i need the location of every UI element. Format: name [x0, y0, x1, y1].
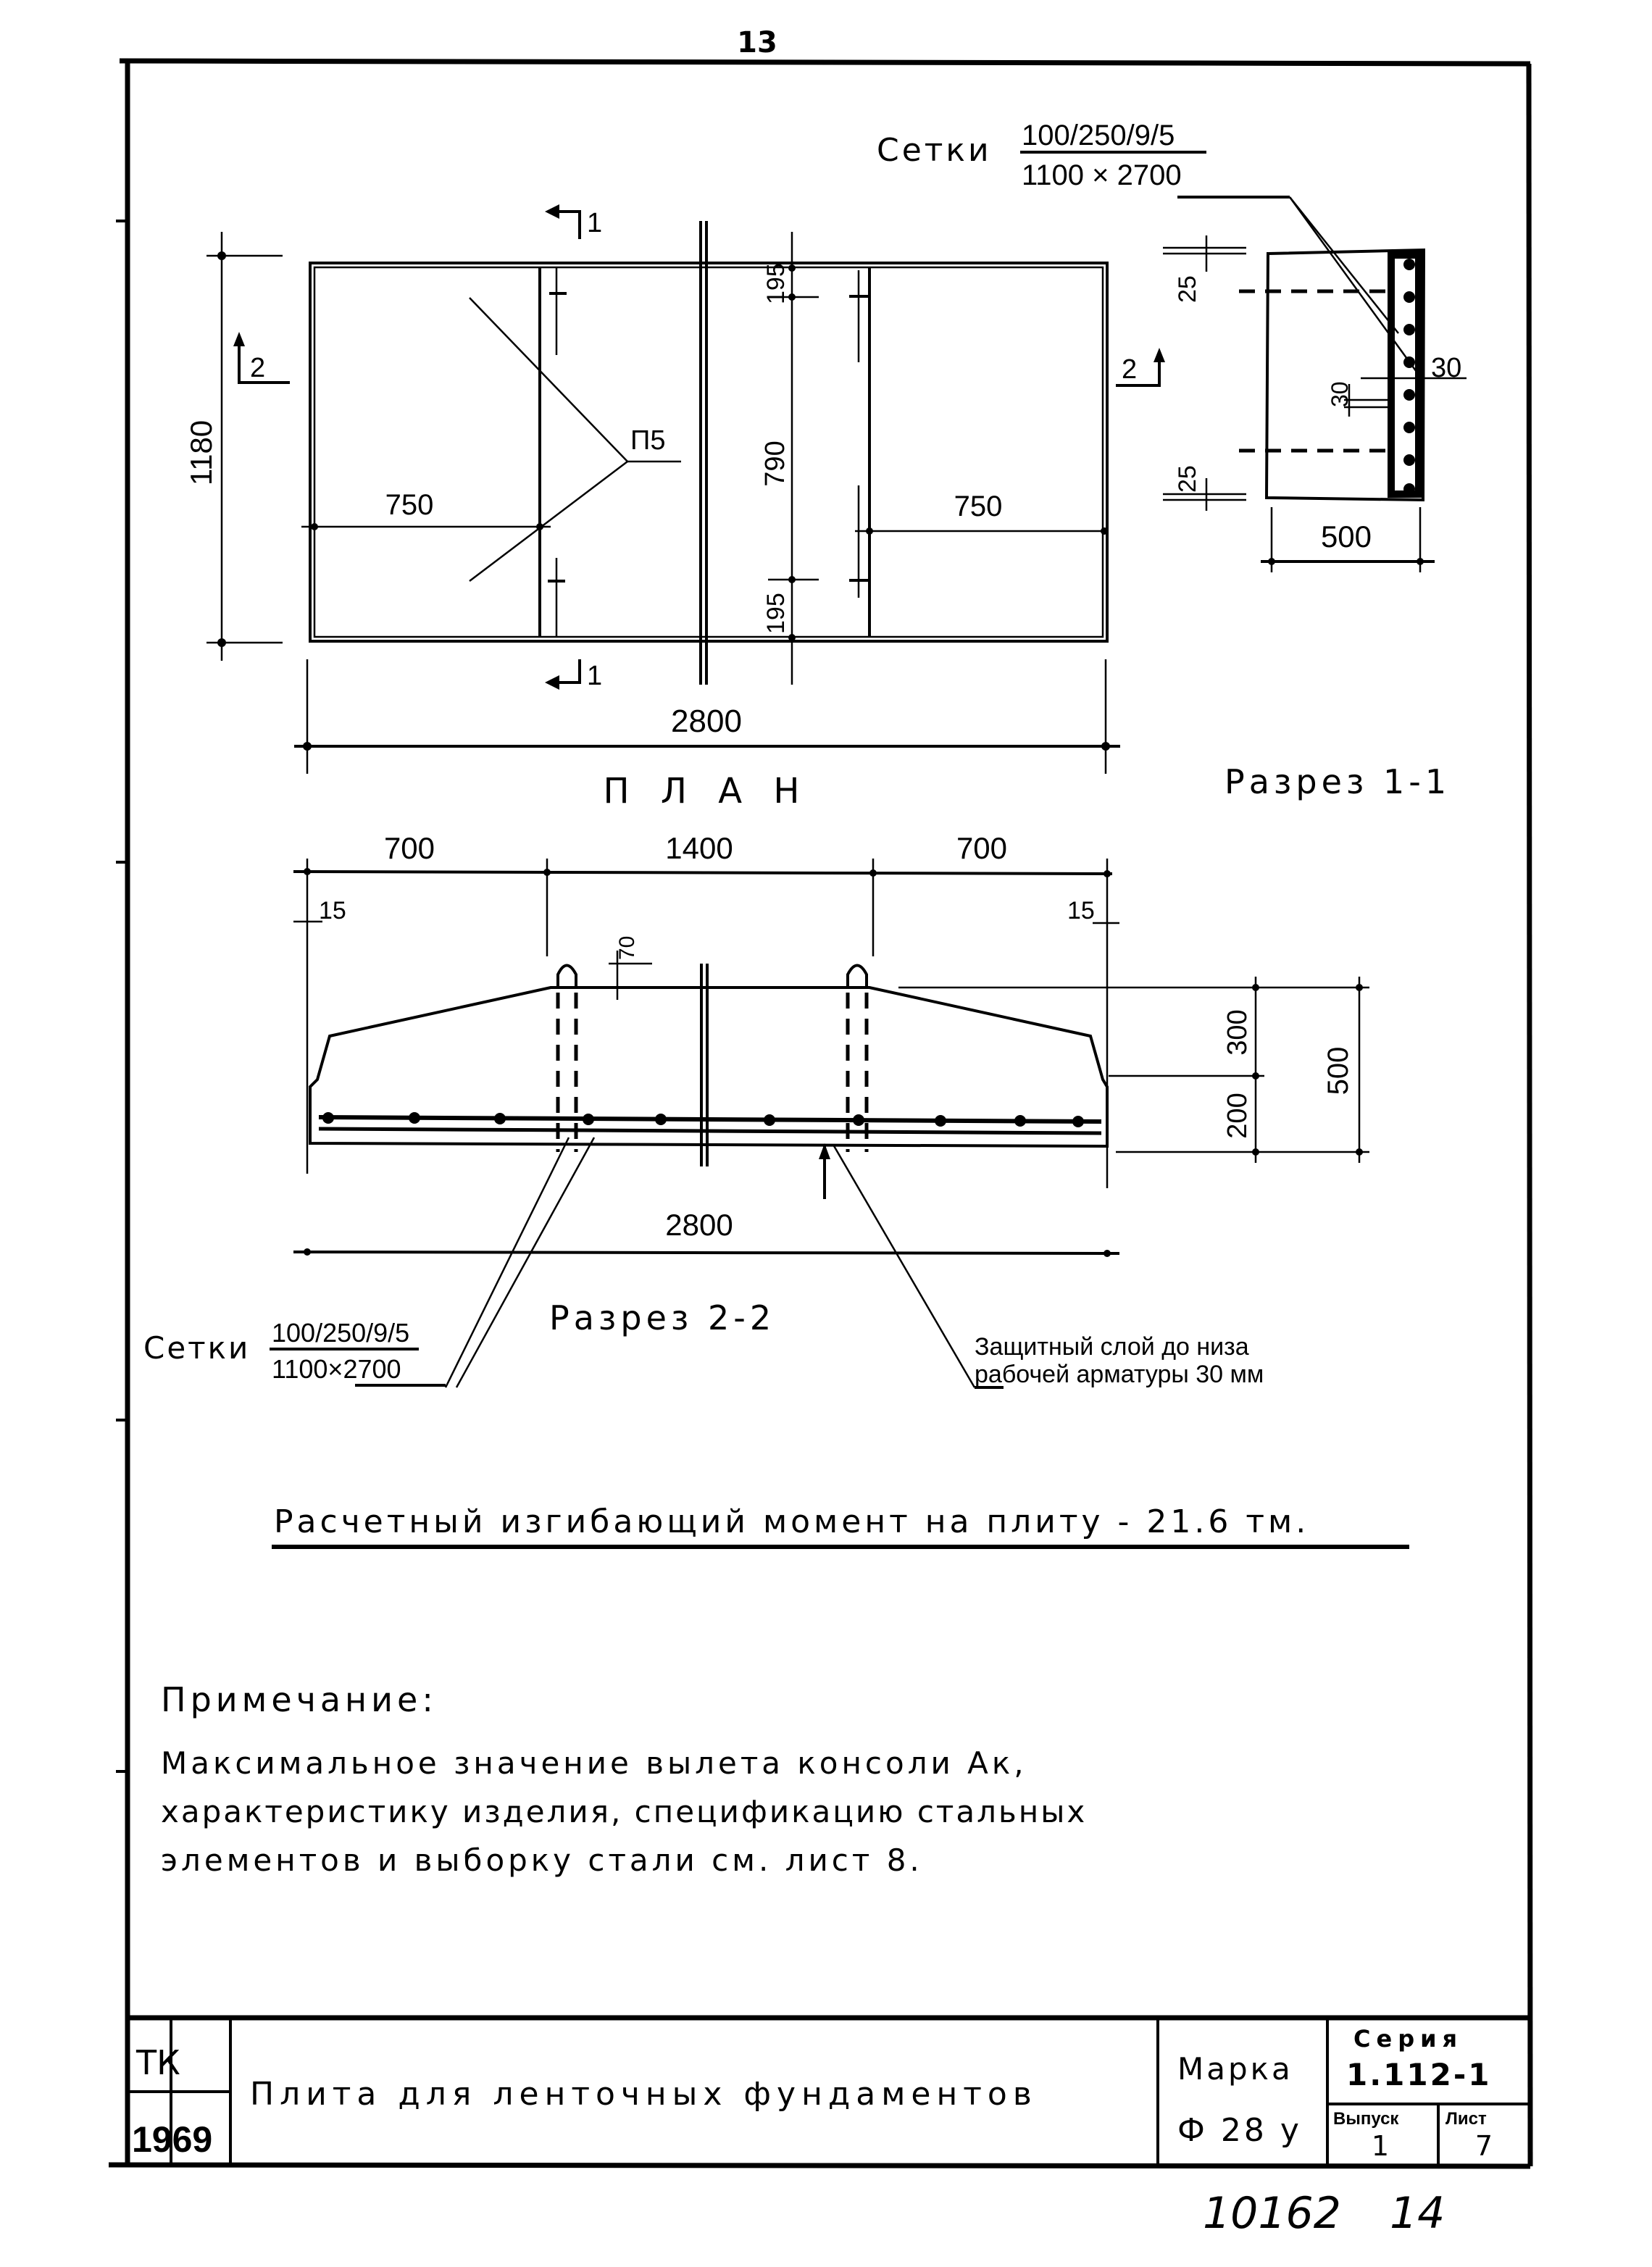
archive-number: 10162: [1203, 2188, 1341, 2239]
mesh-denominator-2: 1100×2700: [272, 1354, 401, 1384]
drawing-title: Плита для ленточных фундаментов: [250, 2076, 1038, 2113]
note-line-2: характеристику изделия, спецификацию стальных: [161, 1794, 1088, 1829]
title-block: [128, 2018, 1530, 2166]
dim-70: 70: [615, 935, 639, 960]
dim-1400: 1400: [665, 831, 733, 865]
dim-300: 300: [1222, 1009, 1253, 1056]
mesh-numerator-1: 100/250/9/5: [1022, 120, 1175, 151]
moment-note: Расчетный изгибающий момент на плиту - 21.6 тм.: [274, 1503, 1310, 1540]
section-1-1: [877, 120, 1467, 801]
top-page-number: 13: [737, 26, 777, 59]
year: 1969: [132, 2119, 213, 2160]
mesh-label-2: Сетки: [143, 1330, 251, 1366]
section-1-marker-top: 1: [587, 208, 603, 238]
org-code: ТК: [136, 2043, 180, 2082]
section-2-marker-right: 2: [1122, 354, 1138, 385]
dim-790: 790: [760, 441, 790, 487]
note-heading: Примечание:: [161, 1680, 438, 1719]
dim-195-top: 195: [762, 263, 790, 304]
cover-note-line2: рабочей арматуры 30 мм: [975, 1361, 1264, 1388]
dim-750-right: 750: [954, 490, 1003, 522]
dim-700-left: 700: [383, 831, 435, 865]
loop-label: П5: [630, 425, 666, 456]
mesh-denominator-1: 1100 × 2700: [1022, 159, 1182, 191]
sheet-label: Лист: [1446, 2109, 1487, 2129]
issue-value: 1: [1371, 2130, 1390, 2162]
series-value: 1.112-1: [1346, 2057, 1492, 2092]
note-line-1: Максимальное значение вылета консоли Ак,: [161, 1745, 1027, 1781]
note-line-3: элементов и выборку стали см. лист 8.: [161, 1842, 923, 1878]
bottom-page-number: 14: [1390, 2188, 1446, 2239]
dim-1180: 1180: [184, 419, 218, 486]
dim-750-left: 750: [385, 489, 434, 521]
dim-2800-section: 2800: [665, 1208, 733, 1242]
section-1-1-title: Разрез 1-1: [1225, 762, 1451, 801]
dim-700-right: 700: [956, 831, 1008, 865]
dim-15-left: 15: [319, 897, 346, 924]
dim-25-top: 25: [1174, 275, 1201, 303]
section-2-2-title: Разрез 2-2: [549, 1298, 776, 1337]
dim-15-right: 15: [1067, 897, 1095, 924]
mark-value: Ф 28 у: [1177, 2112, 1302, 2149]
dim-500-height: 500: [1322, 1046, 1354, 1095]
note-block: [161, 1680, 1087, 1878]
section-2-marker-left: 2: [250, 353, 266, 383]
section-2-2: [143, 831, 1369, 1388]
plan-view: [184, 204, 1165, 811]
mesh-label-1: Сетки: [877, 132, 992, 169]
dim-195-bottom: 195: [762, 593, 790, 634]
dim-25-bottom: 25: [1174, 465, 1201, 493]
cover-note-line1: Защитный слой до низа: [975, 1333, 1249, 1361]
dim-500-width: 500: [1320, 519, 1372, 554]
dim-2800-plan: 2800: [671, 704, 742, 739]
dim-30-spacing: 30: [1327, 381, 1353, 407]
issue-label: Выпуск: [1333, 2109, 1399, 2129]
dim-200: 200: [1222, 1093, 1253, 1139]
mesh-numerator-2: 100/250/9/5: [272, 1318, 410, 1348]
sheet-value: 7: [1474, 2130, 1493, 2162]
mark-label: Марка: [1177, 2051, 1293, 2087]
section-1-marker-bottom: 1: [587, 661, 603, 691]
series-label: Серия: [1353, 2025, 1464, 2053]
dim-30-cover: 30: [1431, 353, 1462, 383]
plan-title: П Л А Н: [603, 771, 810, 811]
